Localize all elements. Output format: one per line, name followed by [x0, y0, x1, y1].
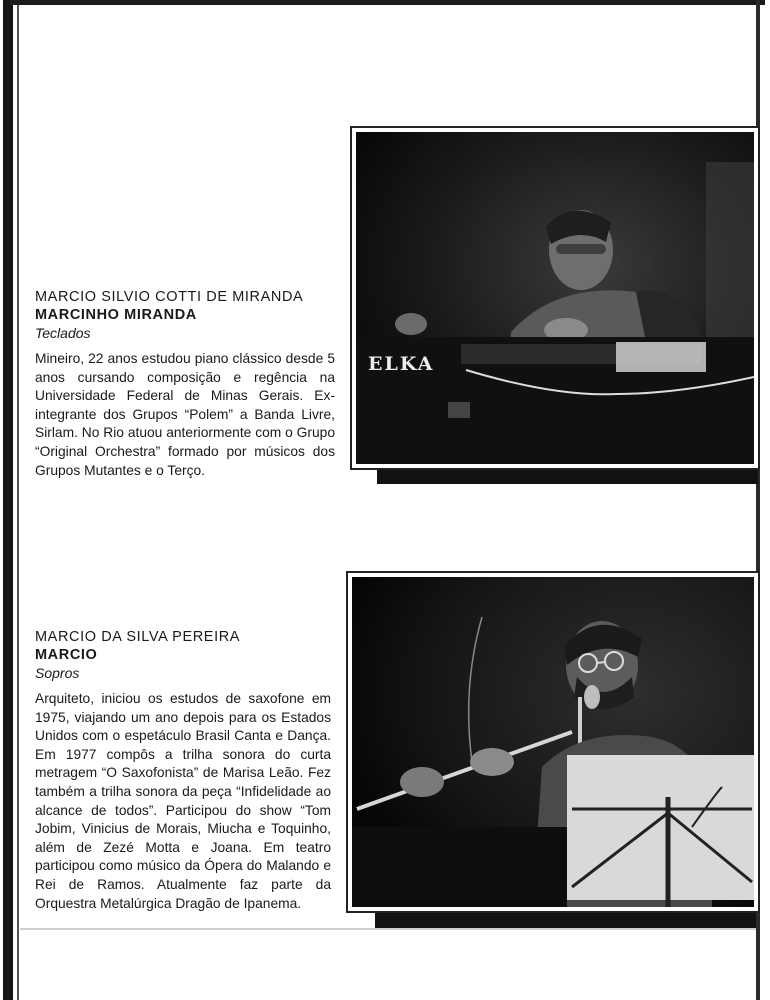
musician-nickname: MARCINHO MIRANDA: [35, 307, 197, 323]
musician-full-name: MARCIO SILVIO COTTI DE MIRANDA: [35, 289, 304, 305]
musician-nickname: MARCIO: [35, 647, 98, 663]
page-bottom-rule: [20, 928, 756, 930]
musician-instrument: Sopros: [35, 665, 80, 681]
musician-bio-block: [35, 628, 331, 913]
musician-bio-block: [35, 288, 335, 480]
saxophonist-photo: [352, 577, 754, 907]
musician-full-name: MARCIO DA SILVA PEREIRA: [35, 629, 241, 645]
musician-bio-text: Arquiteto, iniciou os estudos de saxofone em 1975, viajando um ano depois para os Estados Unidos com o espetáculo Brasil Canta e Dança. Em 1977 compôs a trilha sonora do curta metragem “O Saxofonista” de Marisa Leão. Fez também a trilha sonora da peça “Infidelidade ao alcance de todos”. Participou do show “Tom Jobim, Vinicius de Morais, Miucha e Toquinho, além de Zezé Motta e Joana. Em teatro participou como músico da Ópera do Malando e Rei de Ramos. Atualmente faz parte da Orquestra Metalúrgica Dragão de Ipanema.: [35, 691, 331, 911]
keyboard-brand-label: ELKA: [368, 353, 435, 375]
musician-bio-text: Mineiro, 22 anos estudou piano clássico desde 5 anos cursando composição e regência na Universidade Federal de Minas Gerais. Ex-integrante dos Grupos “Polem” a Banda Livre, Sirlam. No Rio atuou anteriormente com o Grupo “Original Orchestra” formado por músicos dos Grupos Mutantes e o Terço.: [35, 351, 335, 478]
page-border-inner: [17, 5, 19, 1000]
musician-instrument: Teclados: [35, 325, 91, 341]
saxophonist-photo-image: [352, 577, 754, 907]
page-border-top: [10, 0, 765, 5]
keyboardist-photo: [356, 132, 754, 464]
page-border-left: [3, 0, 13, 1000]
keyboardist-photo-image: [356, 132, 754, 464]
